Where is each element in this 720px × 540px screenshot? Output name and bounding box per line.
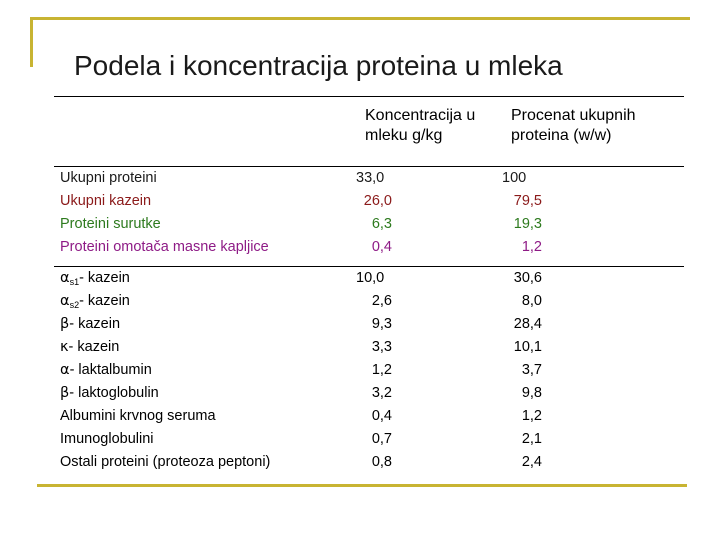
fat-membrane-proteins-label: Proteini omotača masne kapljice [60,239,269,255]
fraction-label: Ostali proteini (proteoza peptoni) [60,454,271,470]
fractions-concentration-cell [356,267,502,497]
greek-letter: β [60,385,70,401]
fraction-name [54,267,356,290]
fraction-label: Albumini krvnog seruma [60,408,216,424]
fraction-concentration: 10,0 [356,270,385,286]
fraction-label: - kazein [79,293,130,309]
total-casein-label: Ukupni kazein [60,193,152,209]
fraction-percent: 10,1 [513,339,542,355]
table-header-row [54,97,684,167]
fat-membrane-proteins-conc: 0,4 [371,239,392,255]
totals-names-cell [54,167,356,267]
fraction-subscript: s2 [69,300,80,310]
fraction-subscript: s1 [69,277,80,287]
fraction-percent: 1,2 [521,408,542,424]
fraction-name [54,428,356,451]
whey-proteins-conc: 6,3 [371,216,392,232]
protein-table [54,96,684,496]
fraction-label: - laktalbumin [69,362,152,378]
slide-title: Podela i koncentracija proteina u mleka [74,50,563,81]
fraction-name [54,405,356,428]
fraction-concentration: 9,3 [371,316,392,332]
total-proteins-pct: 100 [502,170,527,186]
totals-concentration-cell [356,167,502,267]
total-casein-pct: 79,5 [513,193,542,209]
header-name [54,97,356,167]
fraction-name [54,336,356,359]
fraction-label: Imunoglobulini [60,431,154,447]
fractions-percent-cell [502,267,684,497]
fraction-percent: 30,6 [513,270,542,286]
fraction-concentration: 0,7 [371,431,392,447]
table-row-totals [54,167,684,267]
fraction-label: - laktoglobulin [69,385,159,401]
fraction-name [54,290,356,313]
greek-letter: α [60,293,70,309]
fraction-label: - kazein [69,316,121,332]
greek-letter: α [60,270,70,286]
fraction-name [54,451,356,474]
fraction-name [54,382,356,405]
fraction-name [54,359,356,382]
total-proteins-label: Ukupni proteini [60,170,157,186]
fraction-percent: 9,8 [521,385,542,401]
whey-proteins-label: Proteini surutke [60,216,161,232]
greek-letter: β [60,316,70,332]
totals-percent-cell [502,167,684,267]
fraction-concentration: 3,3 [371,339,392,355]
table-row-fractions [54,267,684,497]
fractions-names-cell [54,267,356,497]
whey-proteins-pct: 19,3 [513,216,542,232]
fraction-label: - kazein [79,270,130,286]
greek-letter: α [60,362,70,378]
fraction-concentration: 1,2 [371,362,392,378]
header-concentration: Koncentracija u mleku g/kg [356,97,502,167]
fraction-percent: 2,4 [521,454,542,470]
frame-left-border [30,17,33,67]
total-proteins-conc: 33,0 [356,170,385,186]
fraction-percent: 28,4 [513,316,542,332]
fraction-percent: 3,7 [521,362,542,378]
frame-top-border [30,17,690,20]
fraction-percent: 8,0 [521,293,542,309]
fraction-concentration: 0,8 [371,454,392,470]
fraction-label: - kazein [68,339,120,355]
fraction-concentration: 2,6 [371,293,392,309]
header-percent: Procenat ukupnih proteina (w/w) [502,97,684,167]
fraction-concentration: 3,2 [371,385,392,401]
total-casein-conc: 26,0 [363,193,392,209]
fat-membrane-proteins-pct: 1,2 [521,239,542,255]
fraction-concentration: 0,4 [371,408,392,424]
greek-letter: κ [60,339,69,355]
fraction-percent: 2,1 [521,431,542,447]
fraction-name [54,313,356,336]
